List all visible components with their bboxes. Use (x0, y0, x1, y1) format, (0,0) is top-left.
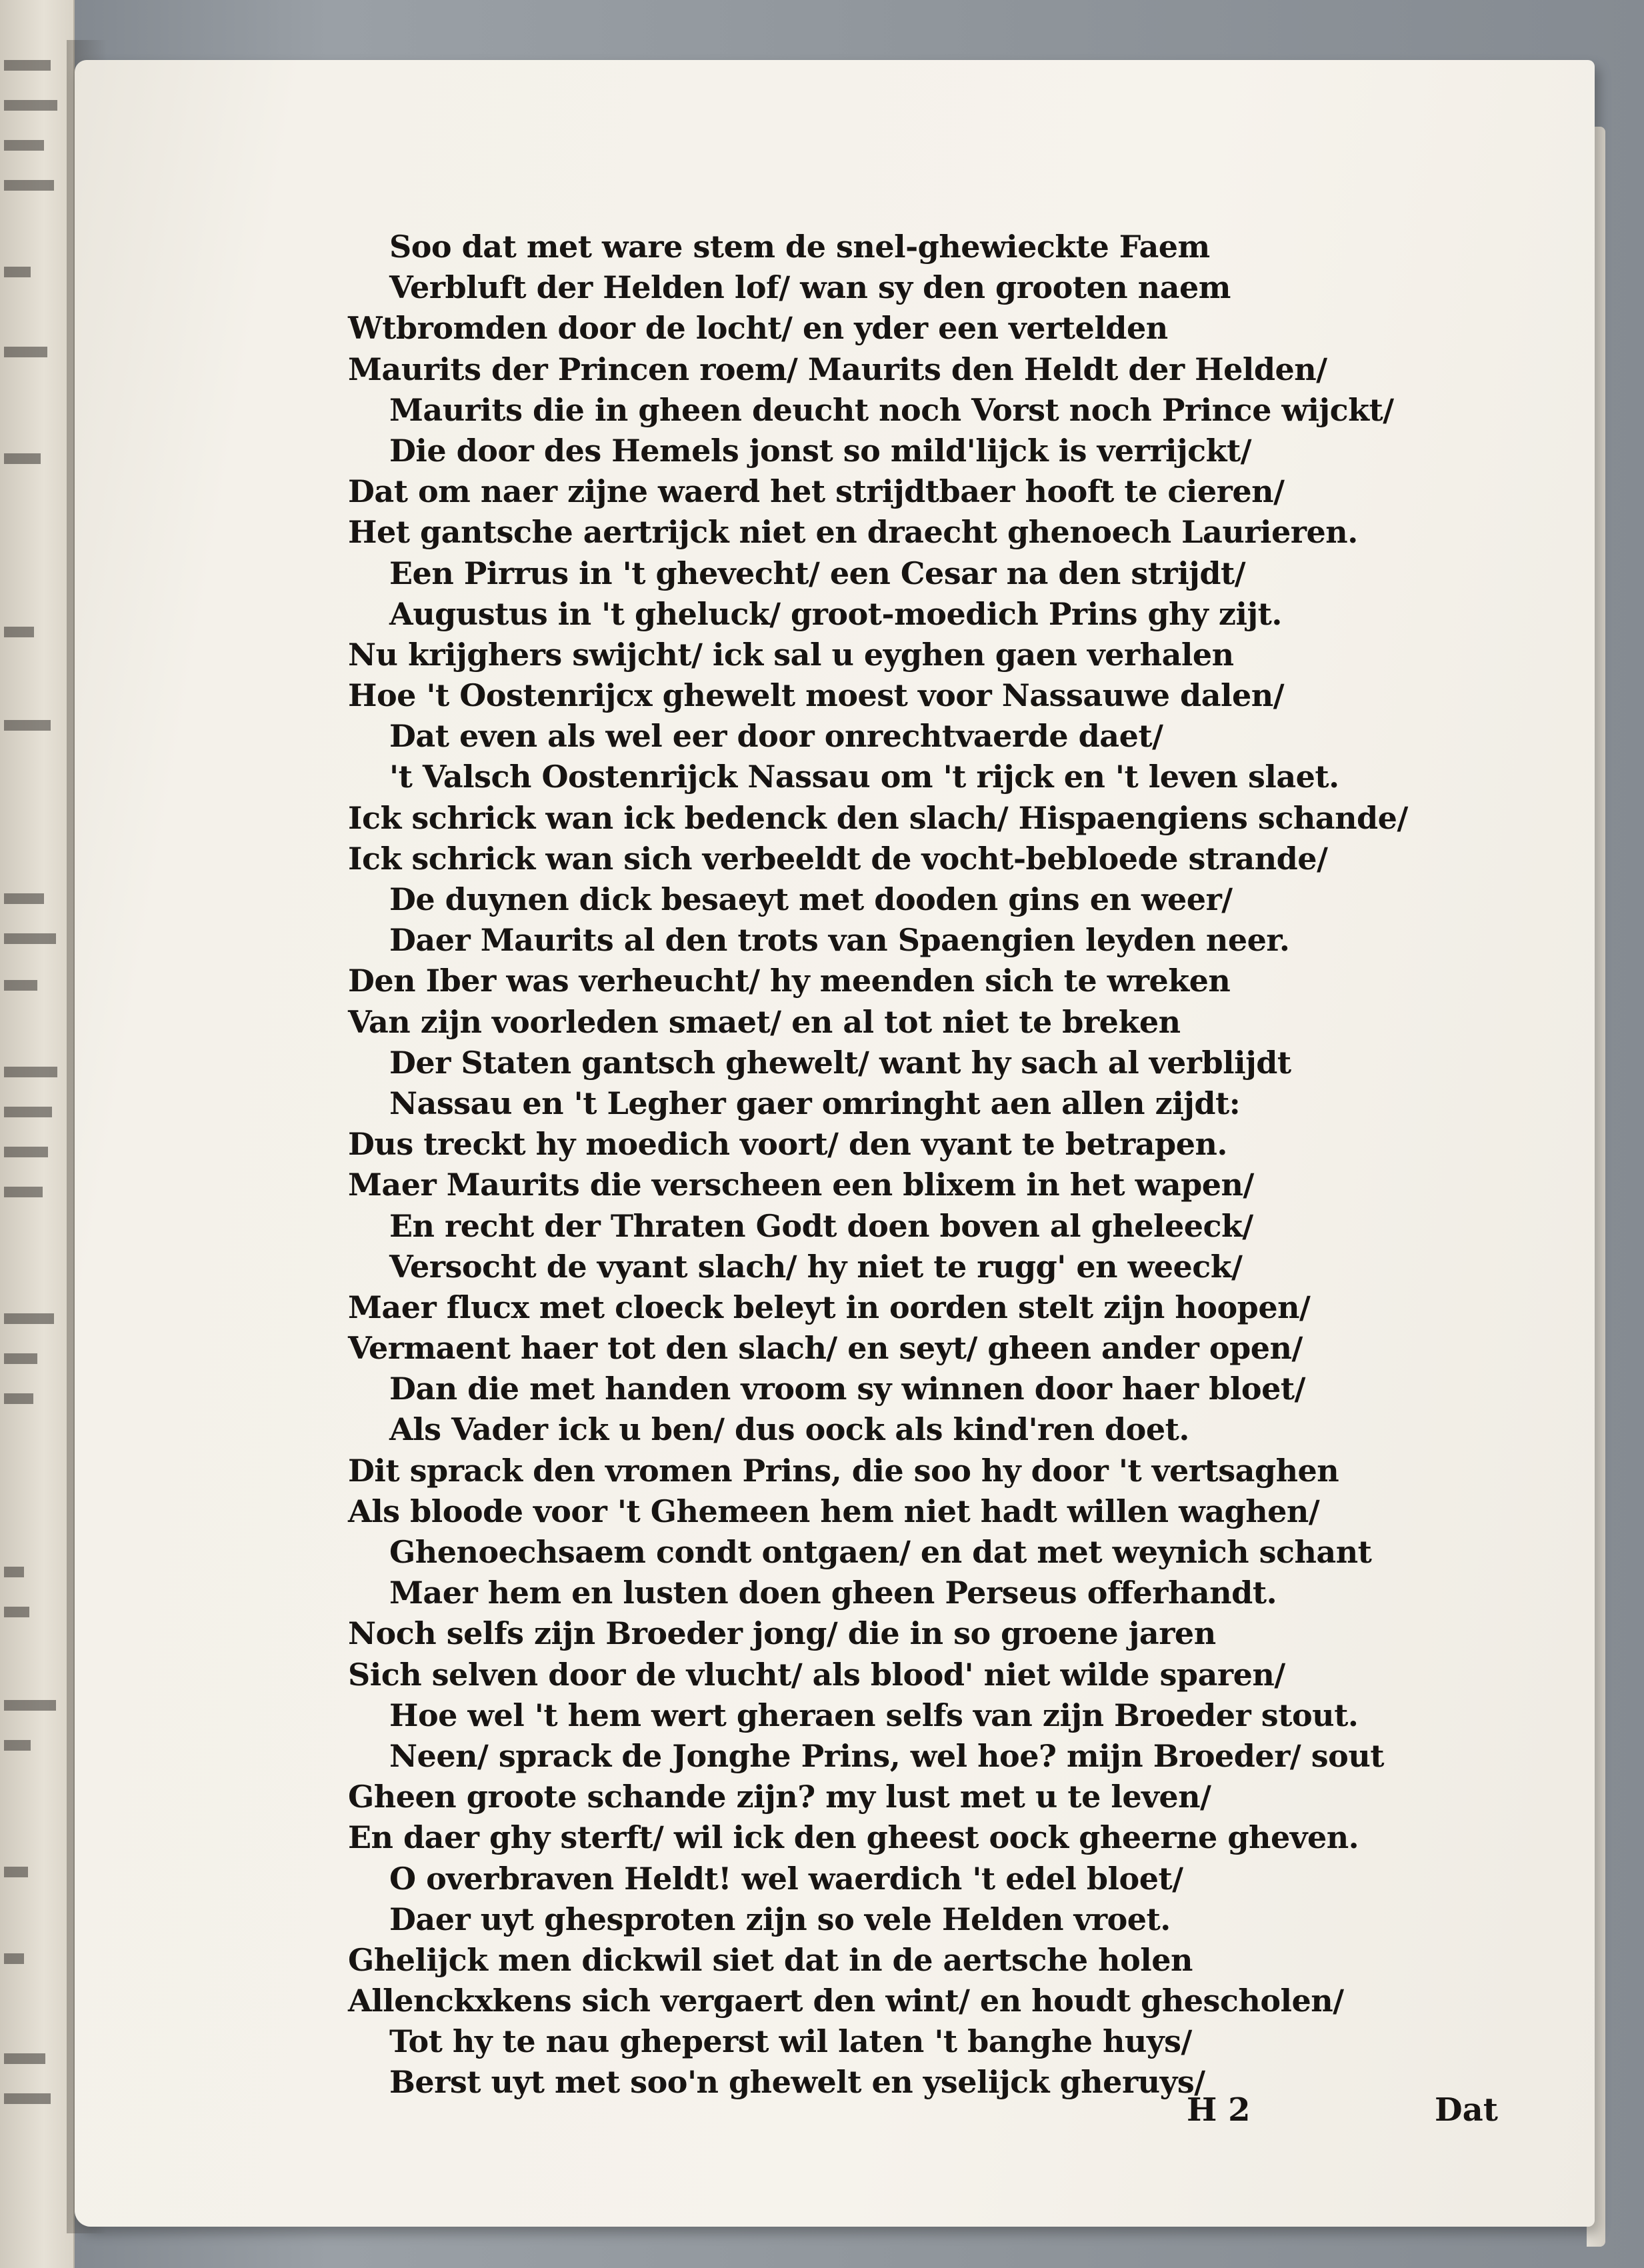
verse-line: Tot hy te nau gheperst wil laten 't banghe huys/ (389, 2023, 1192, 2060)
verse-line: Maer hem en lusten doen gheen Perseus offerhandt. (389, 1575, 1277, 1611)
verse-line: Versocht de vyant slach/ hy niet te rugg' en weeck/ (389, 1248, 1243, 1285)
verse-line: Hoe 't Oostenrijcx ghewelt moest voor Nassauwe dalen/ (348, 677, 1285, 714)
verse-line: Nassau en 't Legher gaer omringht aen allen zijdt: (389, 1085, 1241, 1121)
facing-page-edge (0, 0, 75, 2268)
poem-text-block (348, 227, 1468, 2103)
verse-line: Vermaent haer tot den slach/ en seyt/ gheen ander open/ (348, 1330, 1303, 1367)
verse-line: Daer Maurits al den trots van Spaengien leyden neer. (389, 922, 1290, 959)
verse-line: Nu krijghers swijcht/ ick sal u eyghen gaen verhalen (348, 636, 1234, 673)
verse-line: Augustus in 't gheluck/ groot-moedich Prins ghy zijt. (389, 595, 1282, 632)
verse-line: Gheen groote schande zijn? my lust met u te leven/ (348, 1779, 1211, 1815)
verse-line: Het gantsche aertrijck niet en draecht ghenoech Laurieren. (348, 514, 1358, 551)
verse-line: Verbluft der Helden lof/ wan sy den grooten naem (389, 269, 1231, 306)
verse-line: Maurits der Princen roem/ Maurits den Heldt der Helden/ (348, 351, 1327, 387)
verse-line: Een Pirrus in 't ghevecht/ een Cesar na den strijdt/ (389, 555, 1246, 591)
verse-line: Maurits die in gheen deucht noch Vorst noch Prince wijckt/ (389, 391, 1394, 428)
verse-line: Die door des Hemels jonst so mild'lijck is verrijckt/ (389, 432, 1252, 469)
verse-line: Als Vader ick u ben/ dus oock als kind'ren doet. (389, 1411, 1189, 1448)
verse-line: Den Iber was verheucht/ hy meenden sich te wreken (348, 963, 1231, 999)
catchword: Dat (1435, 2091, 1498, 2129)
verse-line: Der Staten gantsch ghewelt/ want hy sach al verblijdt (389, 1044, 1291, 1081)
book-page (75, 60, 1595, 2227)
verse-line: Wtbromden door de locht/ en yder een vertelden (348, 310, 1168, 347)
verse-line: Ick schrick wan sich verbeeldt de vocht-bebloede strande/ (348, 840, 1328, 877)
verse-line: Hoe wel 't hem wert gheraen selfs van zijn Broeder stout. (389, 1697, 1359, 1733)
verse-line: Ghenoechsaem condt ontgaen/ en dat met weynich schant (389, 1534, 1372, 1570)
verse-line: Soo dat met ware stem de snel-ghewieckte Faem (389, 229, 1210, 265)
verse-line: En recht der Thraten Godt doen boven al gheleeck/ (389, 1207, 1253, 1244)
verse-line: Ick schrick wan ick bedenck den slach/ Hispaengiens schande/ (348, 799, 1408, 836)
verse-line: Maer Maurits die verscheen een blixem in het wapen/ (348, 1167, 1254, 1203)
verse-line: Dan die met handen vroom sy winnen door haer bloet/ (389, 1371, 1305, 1407)
verse-line: Noch selfs zijn Broeder jong/ die in so groene jaren (348, 1615, 1216, 1652)
verse-line: Ghelijck men dickwil siet dat in de aertsche holen (348, 1941, 1193, 1978)
verse-line: De duynen dick besaeyt met dooden gins en weer/ (389, 881, 1233, 917)
verse-line: Van zijn voorleden smaet/ en al tot niet te breken (348, 1003, 1181, 1040)
verse-line: Dat om naer zijne waerd het strijdtbaer hooft te cieren/ (348, 473, 1285, 510)
signature-mark: H 2 (1187, 2091, 1251, 2129)
verse-line: Maer flucx met cloeck beleyt in oorden stelt zijn hoopen/ (348, 1289, 1311, 1325)
verse-line: Allenckxkens sich vergaert den wint/ en houdt ghescholen/ (348, 1983, 1344, 2019)
verse-line: Dit sprack den vromen Prins, die soo hy door 't vertsaghen (348, 1452, 1339, 1489)
verse-line: Dat even als wel eer door onrechtvaerde daet/ (389, 718, 1163, 755)
verse-line: Als bloode voor 't Ghemeen hem niet hadt willen waghen/ (348, 1493, 1320, 1529)
verse-line: Neen/ sprack de Jonghe Prins, wel hoe? mijn Broeder/ sout (389, 1737, 1385, 1774)
verse-line: En daer ghy sterft/ wil ick den gheest oock gheerne gheven. (348, 1819, 1359, 1856)
verse-line: Daer uyt ghesproten zijn so vele Helden vroet. (389, 1901, 1171, 1937)
verse-line: 't Valsch Oostenrijck Nassau om 't rijck en 't leven slaet. (389, 759, 1339, 795)
verse-line: Berst uyt met soo'n ghewelt en yselijck gheruys/ (389, 2064, 1205, 2101)
verse-line: Dus treckt hy moedich voort/ den vyant te betrapen. (348, 1126, 1227, 1163)
verse-line: Sich selven door de vlucht/ als blood' niet wilde sparen/ (348, 1656, 1285, 1693)
verse-line: O overbraven Heldt! wel waerdich 't edel bloet/ (389, 1860, 1183, 1897)
